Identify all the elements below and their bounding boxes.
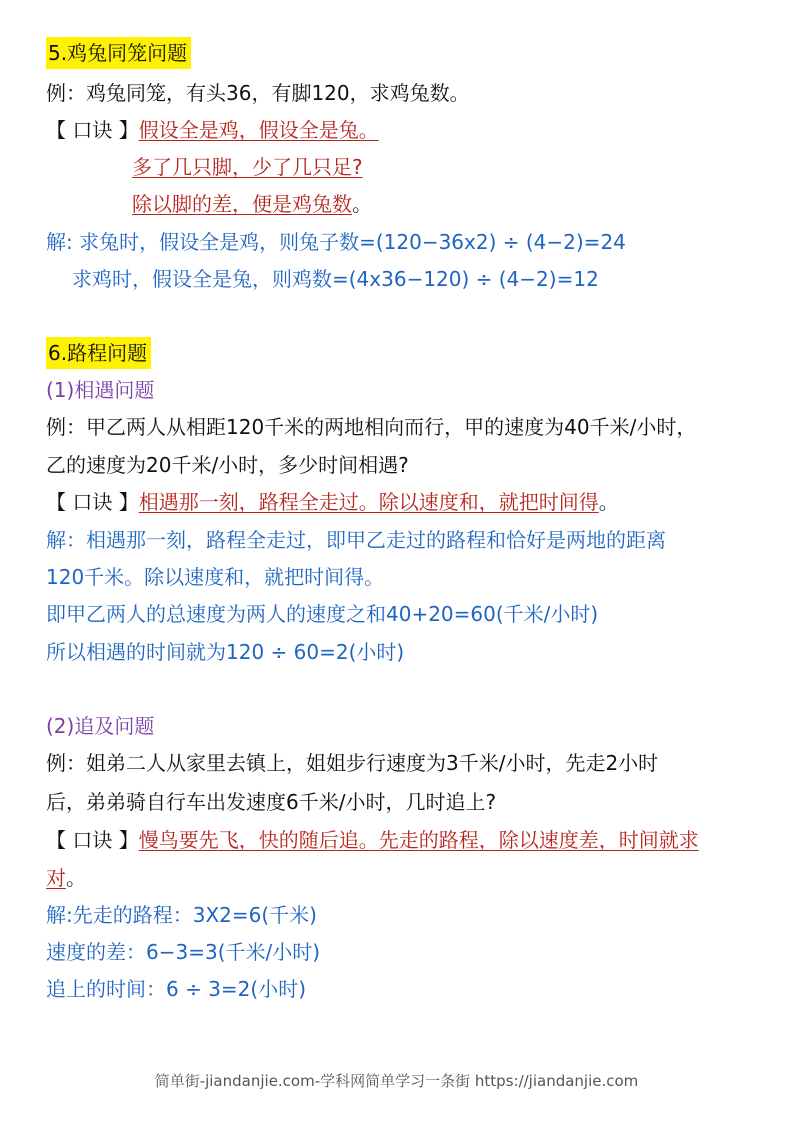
section5-example: 例：鸡兔同笼，有头36，有脚120，求鸡兔数。 — [46, 81, 470, 105]
section6-sub2-title: (2)追及问题 — [46, 714, 155, 738]
section5-title-highlight: 5.鸡兔同笼问题 — [46, 37, 191, 69]
section6-sub1-example-1: 例：甲乙两人从相距120千米的两地相向而行，甲的速度为40千米/小时， — [46, 415, 697, 439]
koujue-period: 。 — [352, 192, 372, 216]
section6-sub2-example-1: 例：姐弟二人从家里去镇上，姐姐步行速度为3千米/小时，先走2小时 — [46, 751, 659, 775]
section6-sub2-example-2: 后，弟弟骑自行车出发速度6千米/小时，几时追上? — [46, 790, 497, 814]
koujue-text: 对 — [46, 866, 66, 890]
koujue-text: 假设全是鸡，假设全是兔 — [138, 118, 359, 142]
section6-sub1-solution-4: 所以相遇的时间就为120 ÷ 60=2(小时) — [46, 640, 405, 664]
koujue-text: 多了几只脚，少了几只足? — [132, 155, 363, 179]
koujue-period: 。 — [358, 118, 379, 142]
koujue-label: 【 口诀 】 — [46, 828, 139, 852]
section6-sub1-koujue — [46, 489, 619, 515]
section6-sub2-koujue-line2 — [46, 865, 86, 891]
section6-sub2-solution-2: 速度的差：6−3=3(千米/小时) — [46, 940, 321, 964]
section6-sub2-solution-1: 解:先走的路程：3X2=6(千米) — [46, 903, 317, 927]
section6-title — [46, 340, 151, 366]
koujue-label: 【 口诀 】 — [46, 118, 139, 142]
koujue-text: 除以脚的差，便是鸡兔数 — [132, 192, 352, 216]
section5-solution-2: 求鸡时，假设全是兔，则鸡数=(4x36−120) ÷ (4−2)=12 — [72, 267, 599, 291]
koujue-period: 。 — [598, 490, 619, 514]
koujue-text: 慢鸟要先飞，快的随后追。先走的路程，除以速度差，时间就求 — [138, 828, 699, 852]
koujue-text: 相遇那一刻，路程全走过。除以速度和，就把时间得 — [138, 490, 599, 514]
section5-koujue-line1 — [46, 117, 379, 143]
section6-sub2-solution-3: 追上的时间：6 ÷ 3=2(小时) — [46, 977, 307, 1001]
section5-koujue-line2 — [132, 154, 363, 180]
section6-sub1-solution-3: 即甲乙两人的总速度为两人的速度之和40+20=60(千米/小时) — [46, 602, 599, 626]
section6-sub1-solution-2: 120千米。除以速度和，就把时间得。 — [46, 565, 385, 589]
section6-sub2-koujue-line1 — [46, 827, 699, 853]
koujue-period: 。 — [66, 866, 86, 890]
section6-sub1-example-2: 乙的速度为20千米/小时，多少时间相遇? — [46, 453, 409, 477]
section5-title — [46, 40, 191, 66]
section6-sub1-title: (1)相遇问题 — [46, 378, 155, 402]
section5-solution-1: 解: 求兔时，假设全是鸡，则兔子数=(120−36x2) ÷ (4−2)=24 — [46, 230, 626, 254]
section6-title-highlight: 6.路程问题 — [46, 337, 151, 369]
footer-source: 简单街-jiandanjie.com-学科网简单学习一条街 https://jiandanjie.com — [154, 1072, 639, 1090]
section5-koujue-line3 — [132, 191, 372, 217]
koujue-label: 【 口诀 】 — [46, 490, 139, 514]
section6-sub1-solution-1: 解：相遇那一刻，路程全走过，即甲乙走过的路程和恰好是两地的距离 — [46, 528, 666, 552]
